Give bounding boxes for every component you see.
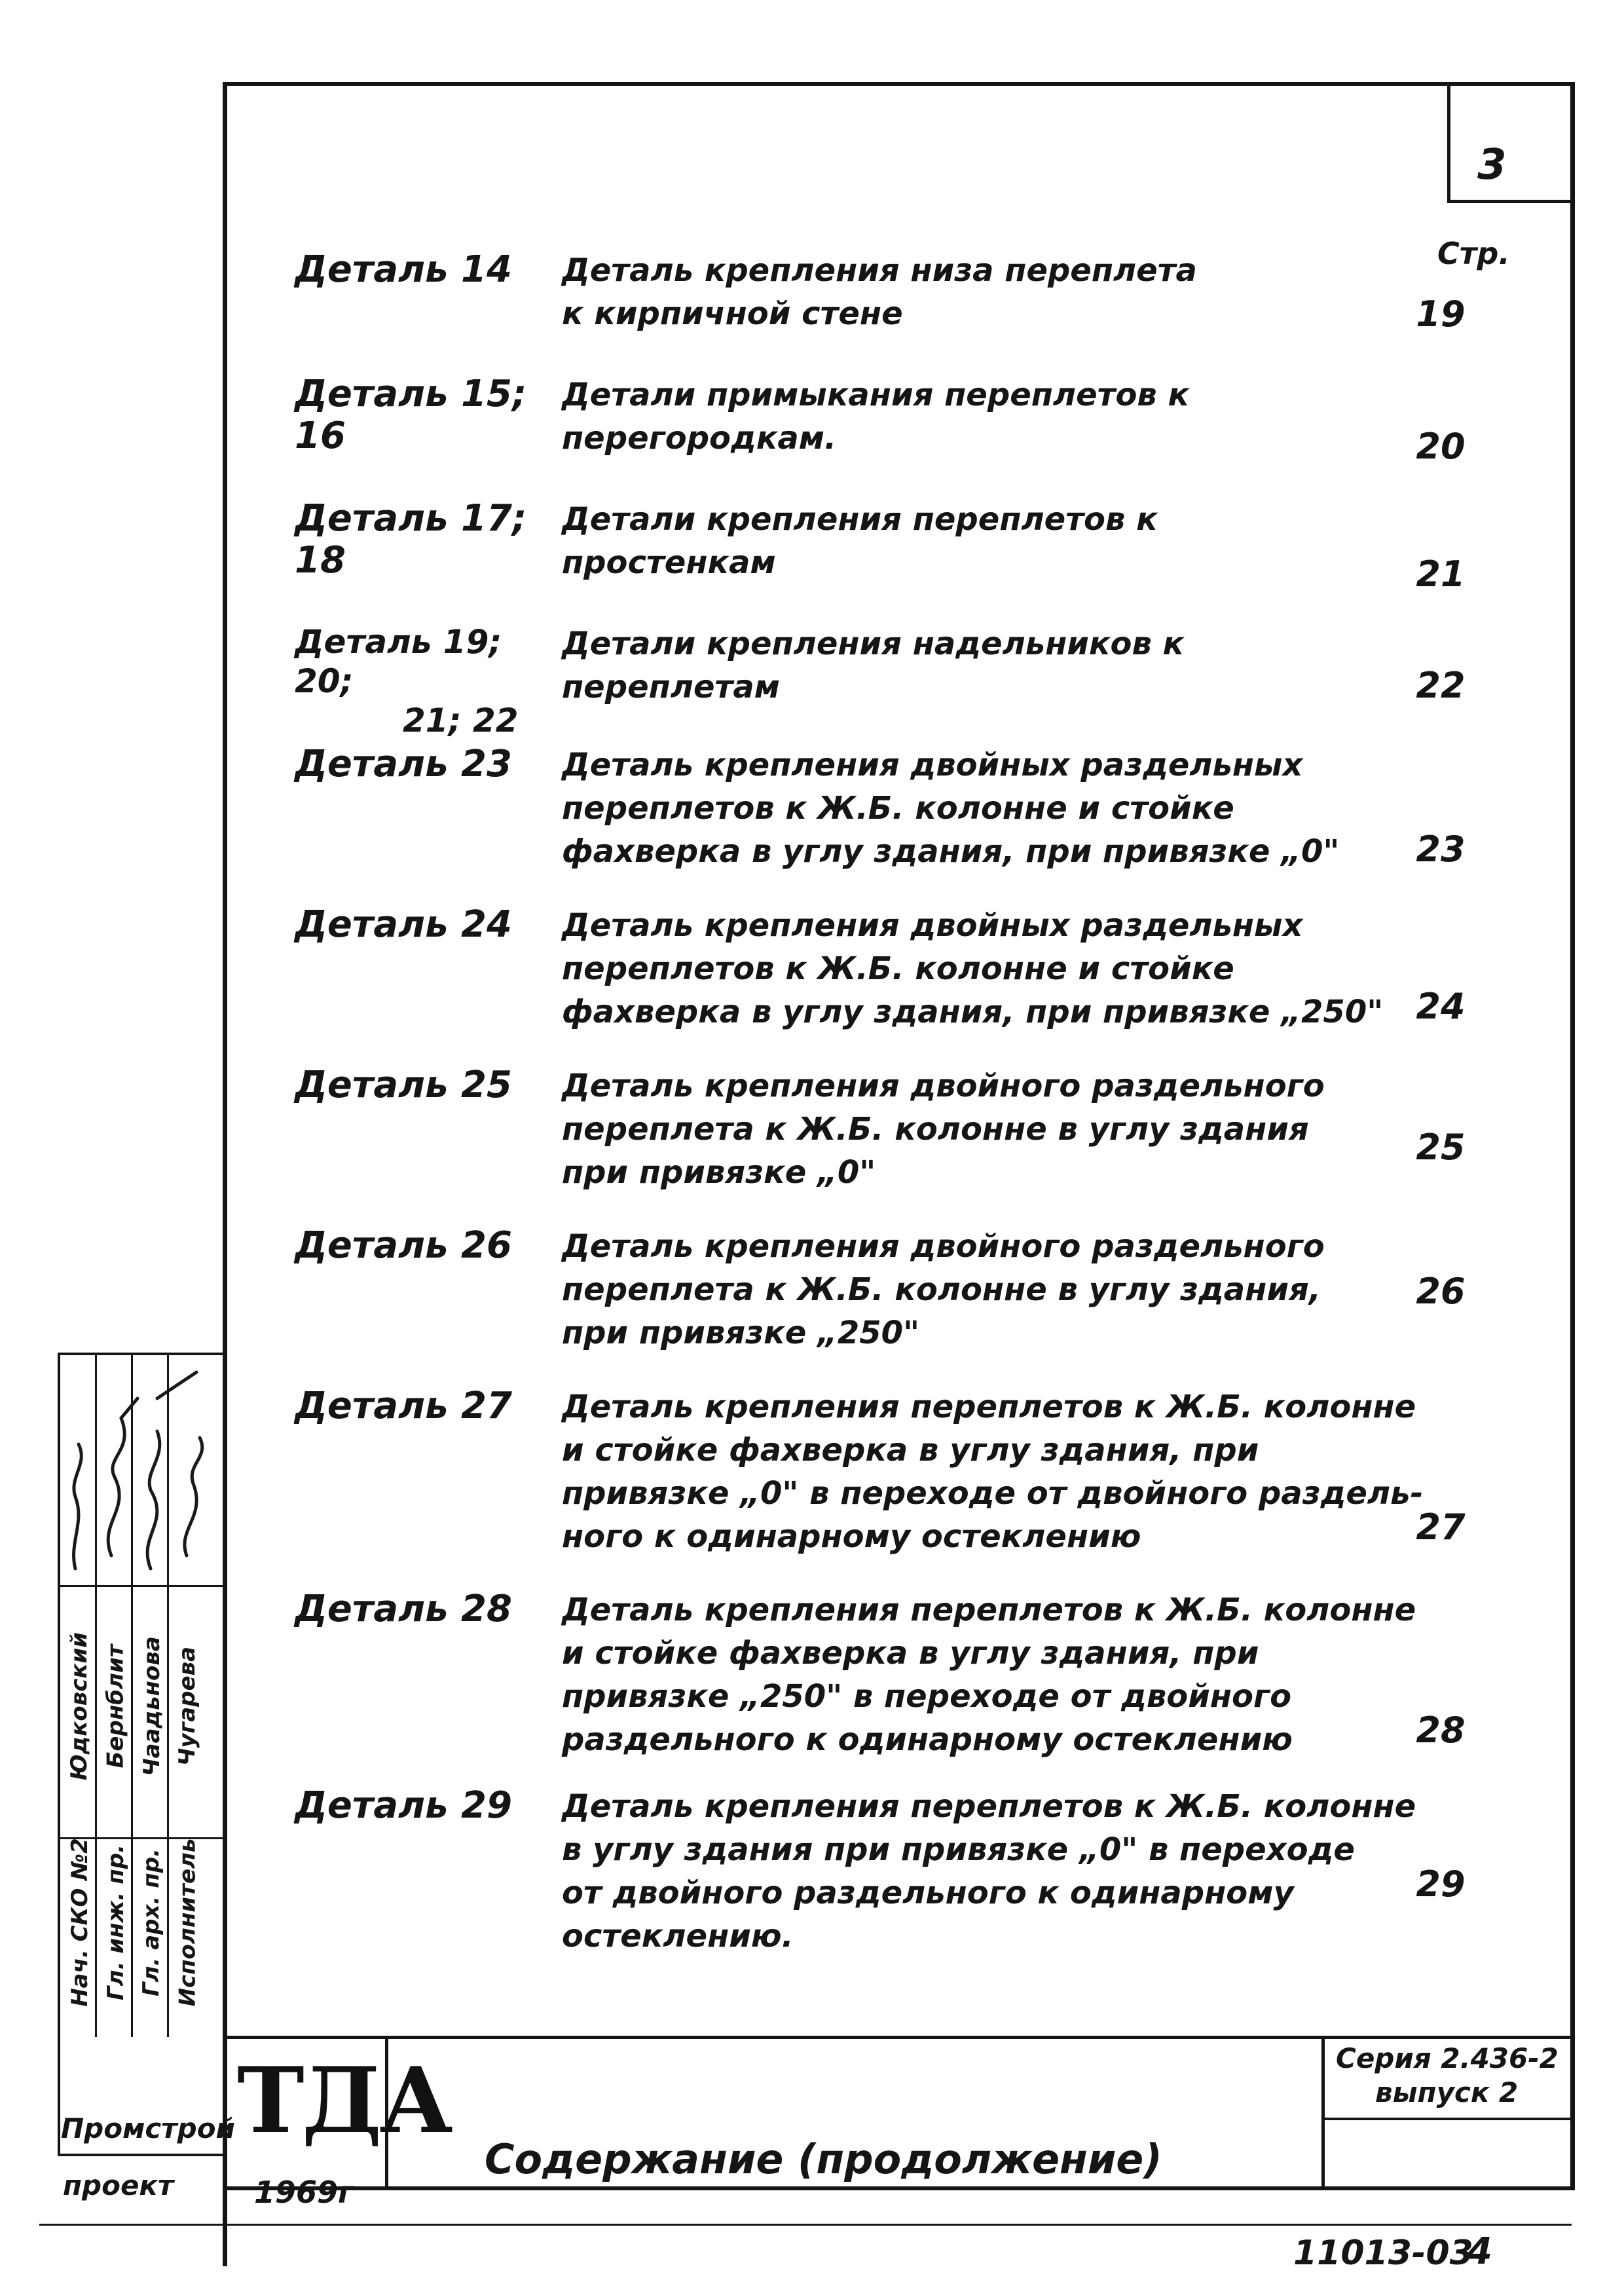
stamp-name-1: Юдковский	[66, 1632, 93, 1781]
row-page-number: 19	[1416, 293, 1466, 335]
title-block-org-rule	[58, 2154, 225, 2156]
stamp-role-1: Нач. СКО №2	[66, 1838, 93, 2007]
row-description: Детали крепления надельников к переплетам	[562, 626, 1185, 705]
row-page-number: 29	[1416, 1863, 1466, 1905]
row-page-number: 26	[1416, 1271, 1466, 1312]
stamp-name-3: Чаадьнова	[138, 1636, 165, 1776]
stamp-role-2: Гл. инж. пр.	[102, 1844, 129, 2000]
series-number: Серия 2.436-2	[1336, 2042, 1559, 2074]
row-description: Деталь крепления переплетов к Ж.Б. колонне и стойке фахверка в углу здания, при привязке „0" в переходе от двойного раздель- ного к одинарному остеклению	[562, 1389, 1424, 1555]
frame-top	[223, 82, 1575, 86]
row-label: Деталь 23	[295, 743, 512, 785]
row-label: Деталь 24	[295, 903, 512, 946]
organization-line-2: проект	[63, 2169, 174, 2201]
document-code: 11013-03	[1293, 2234, 1473, 2273]
frame-bottom	[223, 2186, 1575, 2190]
row-label: Деталь 26	[295, 1224, 512, 1267]
frame-right	[1570, 82, 1575, 2188]
row-label: Деталь 25	[295, 1064, 512, 1106]
sheet-title: Содержание (продолжение)	[485, 2135, 1162, 2183]
row-description: Деталь крепления низа переплета к кирпичной стене	[562, 252, 1197, 332]
row-label: Деталь 14	[295, 248, 512, 291]
row-description: Деталь крепления переплетов к Ж.Б. колонне и стойке фахверка в углу здания, при привязке „250" в переходе от двойного раздельного к одинарному остеклению	[562, 1592, 1416, 1758]
row-label: Деталь 19; 20; 21; 22	[295, 623, 519, 739]
title-block-top-rule	[223, 2036, 1575, 2039]
stamp-role-3: Гл. арх. пр.	[138, 1848, 165, 1997]
row-description: Деталь крепления двойных раздельных переплетов к Ж.Б. колонне и стойке фахверка в углу здания, при привязке „0"	[562, 747, 1340, 870]
row-description: Деталь крепления переплетов к Ж.Б. колонне в углу здания при привязке „0" в переходе от двойного раздельного к одинарному остеклению.	[562, 1788, 1416, 1955]
organization-line-1: Промстрой	[61, 2112, 235, 2144]
row-description: Детали примыкания переплетов к перегородкам.	[562, 377, 1190, 457]
row-page-number: 21	[1416, 553, 1466, 595]
tda-year: 1969г	[254, 2175, 354, 2210]
issue-number: выпуск 2	[1375, 2076, 1519, 2108]
sheet-number-box-bottom	[1447, 200, 1573, 203]
document-sheet-number: 4	[1467, 2230, 1492, 2273]
signatures-image	[59, 1359, 223, 1582]
page-column-label: Стр.	[1437, 236, 1510, 271]
row-label: Деталь 29	[295, 1784, 512, 1827]
row-description: Детали крепления переплетов к простенкам	[562, 501, 1158, 581]
sheet-number: 3	[1477, 141, 1507, 189]
title-block-series-rule	[1321, 2118, 1574, 2120]
stamp-name-4: Чугарева	[174, 1646, 201, 1767]
bottom-strip-line	[39, 2224, 1572, 2226]
tda-mark: ТДА	[237, 2047, 451, 2154]
row-page-number: 27	[1416, 1506, 1466, 1548]
stamp-name-2: Бернблит	[102, 1644, 129, 1768]
row-page-number: 28	[1416, 1710, 1466, 1751]
row-description: Деталь крепления двойного раздельного переплета к Ж.Б. колонне в углу здания при привязке „0"	[562, 1068, 1325, 1191]
row-label: Деталь 17; 18	[295, 497, 527, 582]
title-block-divider-series	[1321, 2037, 1325, 2188]
row-label: Деталь 28	[295, 1588, 512, 1630]
stamp-role-4: Исполнитель	[174, 1838, 201, 2007]
row-page-number: 23	[1416, 829, 1466, 870]
row-page-number: 20	[1416, 426, 1466, 467]
row-page-number: 22	[1416, 665, 1466, 706]
frame-left	[223, 82, 227, 2266]
row-page-number: 24	[1416, 986, 1466, 1027]
sheet-number-box-left	[1447, 85, 1450, 203]
row-label: Деталь 27	[295, 1385, 512, 1427]
row-description: Деталь крепления двойных раздельных переплетов к Ж.Б. колонне и стойке фахверка в углу здания, при привязке „250"	[562, 907, 1384, 1030]
row-page-number: 25	[1416, 1127, 1466, 1168]
row-description: Деталь крепления двойного раздельного переплета к Ж.Б. колонне в углу здания, при привязке „250"	[562, 1228, 1325, 1351]
row-label: Деталь 15; 16	[295, 373, 527, 457]
